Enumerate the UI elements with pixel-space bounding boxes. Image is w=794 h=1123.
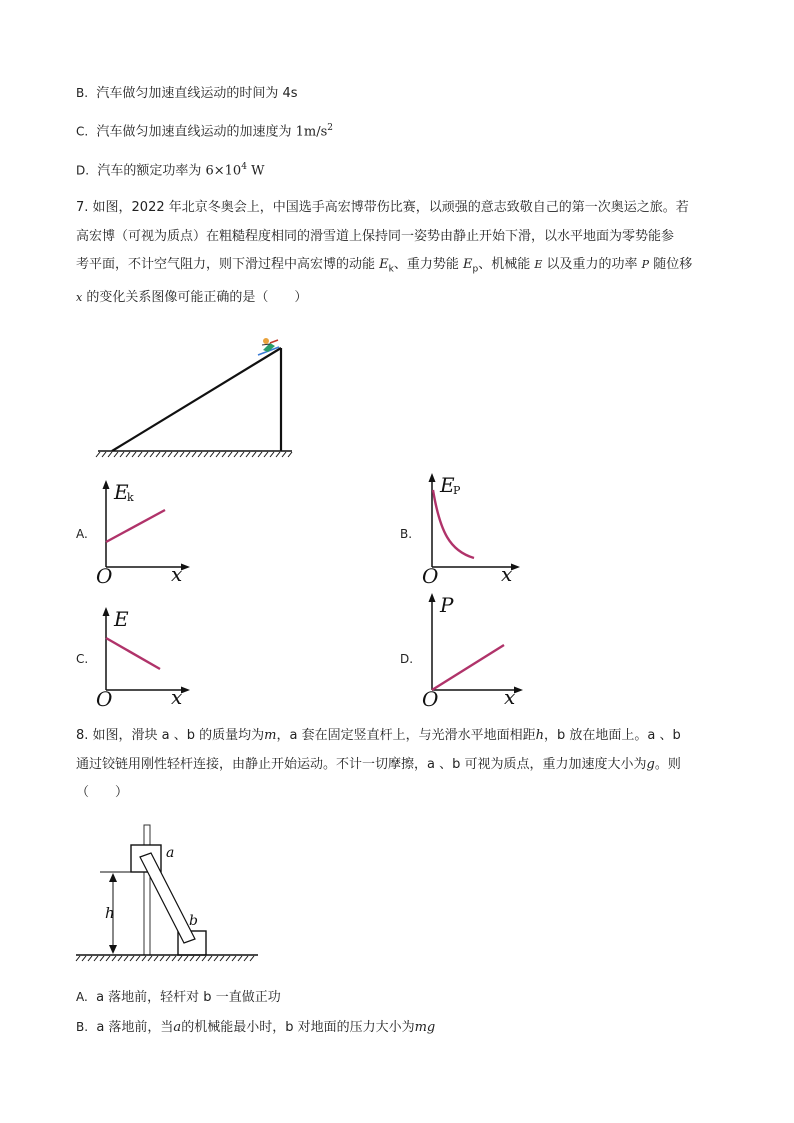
symbol-sub: k: [388, 264, 394, 275]
acceleration-value: 1m/s: [295, 124, 328, 140]
power-unit: W: [246, 163, 265, 179]
ground-hatch: [76, 956, 254, 961]
arrow-up-icon: [109, 873, 117, 882]
symbol-m: m: [264, 728, 277, 743]
option-text: 汽车做匀加速直线运动的时间为 4s: [96, 86, 298, 101]
option-letter: A.: [76, 527, 88, 541]
symbol-a: a: [173, 1020, 182, 1035]
symbol-ep: E: [463, 257, 473, 272]
option-text: a 落地前，轻杆对 b 一直做正功: [96, 990, 281, 1005]
option-text: a 落地前，当: [96, 1020, 174, 1035]
power-value: 6×10: [205, 163, 242, 179]
arrow-down-icon: [109, 945, 117, 954]
option-letter: A.: [76, 990, 88, 1004]
text: 。则: [654, 756, 681, 772]
text: 以及重力的功率: [542, 257, 642, 272]
y-axis-label: E: [114, 607, 129, 631]
symbol-mg: mg: [414, 1020, 436, 1035]
y-axis-subscript: P: [453, 484, 461, 497]
origin-label: O: [422, 687, 439, 711]
rigid-rod: [140, 853, 195, 943]
text: 通过铰链用刚性轻杆连接，由静止开始运动。不计一切摩擦，a 、b 可视为质点，重力加速度大小为: [76, 756, 647, 772]
y-axis-label: P: [440, 593, 454, 617]
x-axis-label: x: [171, 685, 183, 709]
origin-label: O: [422, 564, 439, 588]
y-axis-subscript: k: [127, 491, 134, 504]
option-letter: D.: [76, 163, 90, 178]
option-letter: C.: [76, 652, 89, 666]
x-axis-label: x: [504, 685, 516, 709]
text: ，a 套在固定竖直杆上，与光滑水平地面相距: [276, 728, 536, 743]
text: 、重力势能: [393, 257, 463, 272]
option-letter: C.: [76, 124, 89, 139]
q7-line-1: 7. 如图，2022 年北京冬奥会上，中国选手高宏博带伤比赛，以顽强的意志致敬自己的第一次奥运之旅。若: [76, 200, 689, 215]
text: 8. 如图，滑块 a 、b 的质量均为: [76, 728, 265, 743]
label-h: h: [105, 904, 115, 922]
symbol-h: h: [535, 728, 544, 743]
option-text: 的机械能最小时，b 对地面的压力大小为: [181, 1020, 415, 1035]
option-letter: B.: [400, 527, 413, 541]
x-axis-label: x: [171, 562, 183, 586]
q7-line-2: 高宏博（可视为质点）在粗糙程度相同的滑雪道上保持同一姿势由静止开始下滑，以水平地面为零势能参: [76, 228, 675, 244]
text: 随位移: [649, 257, 693, 272]
symbol-p: P: [641, 258, 650, 271]
exponent: 4: [241, 162, 247, 172]
y-axis-label: E: [440, 473, 455, 497]
option-text: 汽车的额定功率为: [97, 163, 202, 179]
y-axis-label: E: [114, 480, 129, 504]
symbol-e: E: [534, 258, 543, 271]
origin-label: O: [96, 564, 113, 588]
origin-label: O: [96, 687, 113, 711]
text: 、机械能: [478, 257, 535, 272]
option-letter: B.: [76, 1020, 89, 1034]
text: ，b 放在地面上。a 、b: [543, 728, 681, 743]
symbol-sub: p: [472, 264, 479, 275]
text: 考平面，不计空气阻力，则下滑过程中高宏博的动能: [76, 257, 380, 272]
option-text: 汽车做匀加速直线运动的加速度为: [96, 124, 292, 140]
x-axis-label: x: [501, 562, 513, 586]
q8-line-3: （ ）: [76, 785, 129, 800]
exponent: 2: [327, 123, 334, 133]
label-b: b: [189, 913, 198, 929]
text: 的变化关系图像可能正确的是（ ）: [82, 290, 308, 306]
q8-option-a: [76, 988, 281, 1007]
symbol-g: g: [646, 756, 655, 772]
symbol-x: x: [76, 291, 83, 305]
option-letter: B.: [76, 86, 89, 100]
q8-option-b: [76, 1018, 435, 1037]
symbol-ek: E: [379, 257, 389, 272]
label-a: a: [166, 845, 175, 861]
option-letter: D.: [400, 652, 414, 666]
